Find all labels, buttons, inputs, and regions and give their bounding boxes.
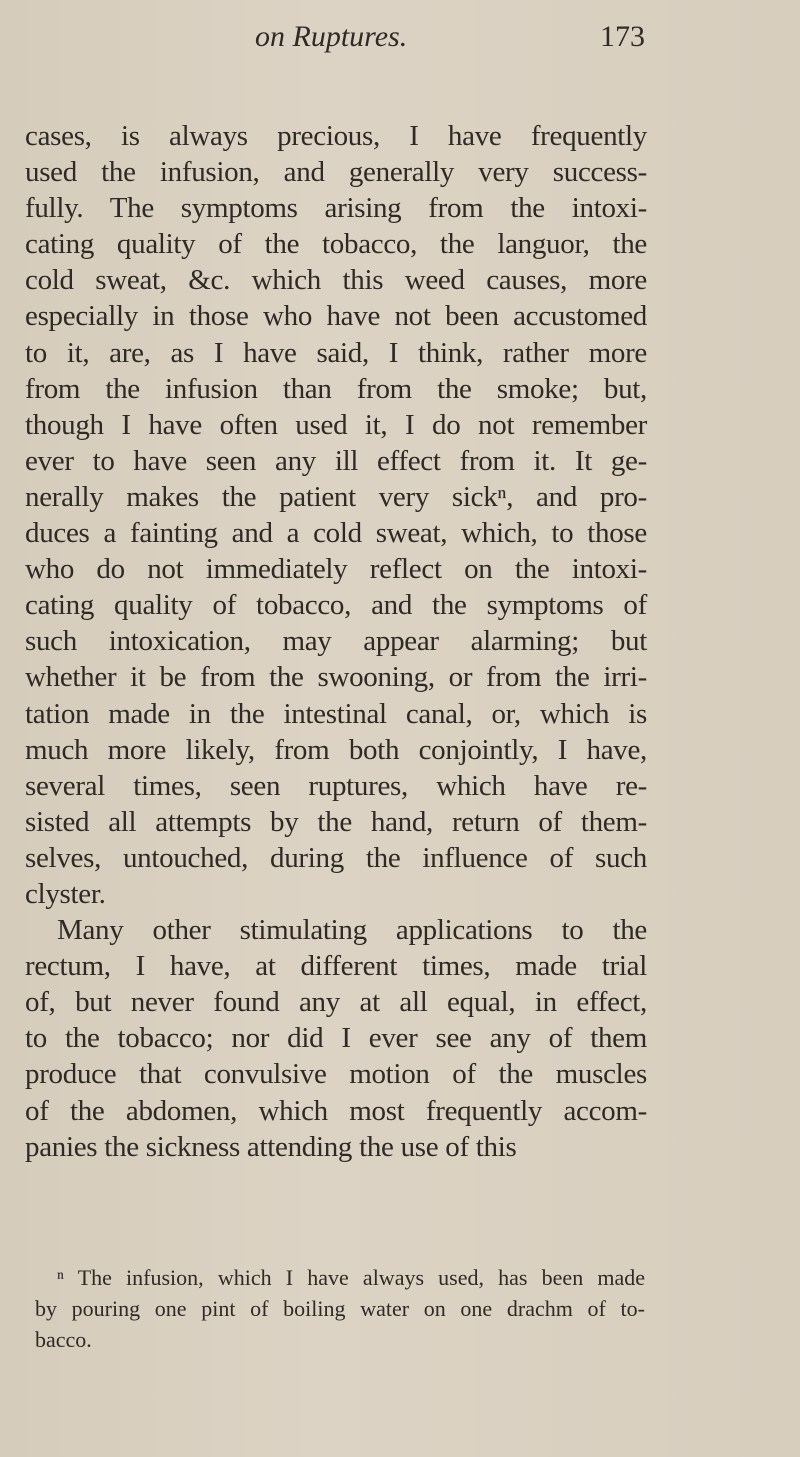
text-line: to it, are, as I have said, I think, rather more	[25, 336, 647, 369]
footnote-line: bacco.	[35, 1327, 92, 1352]
text-line: though I have often used it, I do not remember	[25, 408, 647, 441]
text-line: several times, seen ruptures, which have re-	[25, 769, 647, 802]
page-header	[25, 20, 645, 60]
body-text	[25, 118, 647, 1165]
text-line: rectum, I have, at different times, made trial	[25, 950, 647, 983]
text-line: cases, is always precious, I have frequently	[25, 120, 647, 152]
text-line: of the abdomen, which most frequently accom-	[25, 1094, 647, 1127]
text-line: clyster.	[25, 877, 106, 910]
text-line: sisted all attempts by the hand, return of them-	[25, 805, 647, 838]
text-line: cating quality of the tobacco, the languor, the	[25, 228, 647, 261]
text-line: produce that convulsive motion of the muscles	[25, 1058, 647, 1091]
text-line: much more likely, from both conjointly, I have,	[25, 733, 647, 766]
running-title: on Ruptures.	[255, 20, 408, 53]
text-line: cold sweat, &c. which this weed causes, more	[25, 264, 647, 297]
text-line: to the tobacco; nor did I ever see any of them	[25, 1022, 647, 1055]
text-line: tation made in the intestinal canal, or, which is	[25, 697, 647, 730]
text-line: panies the sickness attending the use of this	[25, 1130, 517, 1163]
text-line: of, but never found any at all equal, in effect,	[25, 986, 647, 1019]
text-line: such intoxication, may appear alarming; but	[25, 625, 647, 658]
text-line: duces a fainting and a cold sweat, which, to those	[25, 517, 647, 550]
text-line: Many other stimulating applications to the	[57, 914, 647, 947]
text-line: cating quality of tobacco, and the symptoms of	[25, 589, 647, 622]
footnote-line: by pouring one pint of boiling water on one drachm of to-	[35, 1296, 645, 1321]
text-line: ever to have seen any ill effect from it. It ge-	[25, 444, 647, 477]
text-line: especially in those who have not been accustomed	[25, 300, 647, 333]
text-line: used the infusion, and generally very success-	[25, 156, 647, 189]
text-line: from the infusion than from the smoke; but,	[25, 372, 647, 405]
text-line: who do not immediately reflect on the intoxi-	[25, 553, 647, 586]
footnote-line: ⁿ The infusion, which I have always used, has been made	[57, 1265, 645, 1290]
text-line: selves, untouched, during the influence of such	[25, 841, 647, 874]
text-line: nerally makes the patient very sickⁿ, and pro-	[25, 480, 647, 513]
text-line: fully. The symptoms arising from the intoxi-	[25, 192, 647, 225]
footnote	[35, 1262, 645, 1355]
text-line: whether it be from the swooning, or from the irri-	[25, 661, 647, 694]
page-number: 173	[600, 20, 645, 53]
